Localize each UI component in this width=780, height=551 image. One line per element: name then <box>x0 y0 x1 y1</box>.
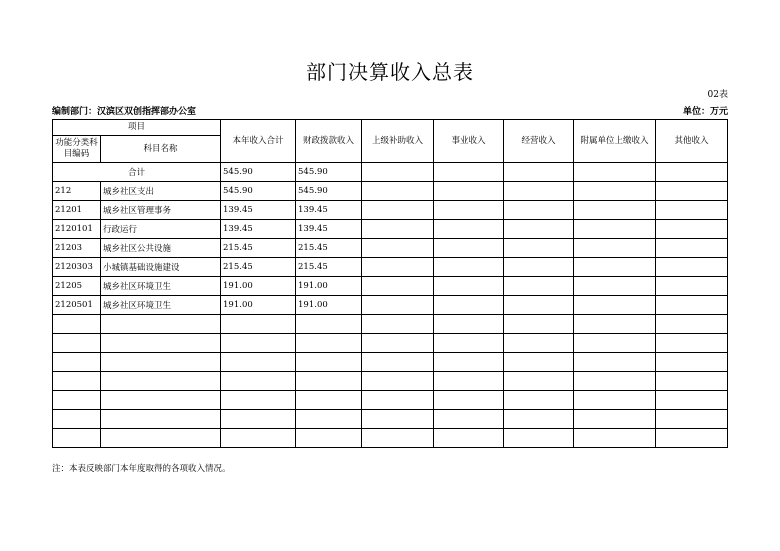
empty-cell <box>434 315 504 334</box>
empty-cell <box>656 201 728 220</box>
table-row <box>53 258 728 277</box>
cell-total: 139.45 <box>221 220 296 239</box>
cell-code: 21203 <box>53 239 101 258</box>
empty-cell <box>574 334 656 353</box>
empty-cell <box>53 391 101 410</box>
empty-cell <box>504 429 574 448</box>
cell-name: 行政运行 <box>101 220 221 239</box>
total-row <box>53 163 728 182</box>
empty-cell <box>656 353 728 372</box>
empty-cell <box>434 220 504 239</box>
unit-label: 单位：万元 <box>682 107 728 117</box>
empty-cell <box>53 410 101 429</box>
empty-cell <box>53 315 101 334</box>
empty-cell <box>574 201 656 220</box>
empty-cell <box>434 372 504 391</box>
empty-cell <box>574 277 656 296</box>
empty-cell <box>296 391 362 410</box>
empty-cell <box>101 410 221 429</box>
empty-cell <box>362 410 434 429</box>
empty-cell <box>221 315 296 334</box>
empty-cell <box>574 372 656 391</box>
empty-cell <box>656 277 728 296</box>
header-other: 其他收入 <box>656 120 728 163</box>
empty-cell <box>434 429 504 448</box>
empty-cell <box>101 372 221 391</box>
footnote: 注：本表反映部门本年度取得的各项收入情况。 <box>52 464 231 474</box>
cell-fiscal: 139.45 <box>296 220 362 239</box>
header-business: 事业收入 <box>434 120 504 163</box>
table-row <box>53 353 728 372</box>
table-row <box>53 277 728 296</box>
empty-cell <box>362 239 434 258</box>
empty-cell <box>656 334 728 353</box>
empty-cell <box>53 429 101 448</box>
empty-cell <box>362 334 434 353</box>
empty-cell <box>434 334 504 353</box>
table-row <box>53 182 728 201</box>
empty-cell <box>574 391 656 410</box>
empty-cell <box>656 429 728 448</box>
empty-cell <box>656 258 728 277</box>
empty-cell <box>656 391 728 410</box>
header-fiscal: 财政拨款收入 <box>296 120 362 163</box>
empty-cell <box>504 372 574 391</box>
header-code: 功能分类科目编码 <box>53 136 101 163</box>
cell-fiscal: 191.00 <box>296 296 362 315</box>
empty-cell <box>362 182 434 201</box>
empty-cell <box>362 353 434 372</box>
table-row <box>53 372 728 391</box>
cell-fiscal: 545.90 <box>296 182 362 201</box>
empty-cell <box>53 334 101 353</box>
empty-cell <box>296 315 362 334</box>
cell-code: 21201 <box>53 201 101 220</box>
empty-cell <box>574 353 656 372</box>
table-row <box>53 201 728 220</box>
table-row <box>53 239 728 258</box>
empty-cell <box>362 315 434 334</box>
empty-cell <box>574 429 656 448</box>
empty-cell <box>221 353 296 372</box>
empty-cell <box>362 220 434 239</box>
empty-cell <box>362 277 434 296</box>
empty-cell <box>656 372 728 391</box>
empty-cell <box>434 391 504 410</box>
empty-cell <box>574 220 656 239</box>
empty-cell <box>504 315 574 334</box>
header-affiliate: 附属单位上缴收入 <box>574 120 656 163</box>
table-row <box>53 315 728 334</box>
empty-cell <box>504 296 574 315</box>
empty-cell <box>53 372 101 391</box>
empty-cell <box>656 410 728 429</box>
empty-cell <box>434 182 504 201</box>
empty-cell <box>656 182 728 201</box>
cell-code: 2120303 <box>53 258 101 277</box>
table-row <box>53 410 728 429</box>
table-number: 02表 <box>707 90 728 100</box>
empty-cell <box>656 315 728 334</box>
empty-cell <box>296 429 362 448</box>
department-label: 编制部门：汉滨区双创指挥部办公室 <box>52 107 197 117</box>
empty-cell <box>362 391 434 410</box>
empty-cell <box>296 410 362 429</box>
empty-cell <box>656 220 728 239</box>
cell-code: 2120101 <box>53 220 101 239</box>
empty-cell <box>504 182 574 201</box>
table-row <box>53 429 728 448</box>
cell-fiscal: 215.45 <box>296 239 362 258</box>
empty-cell <box>574 239 656 258</box>
cell-fiscal: 215.45 <box>296 258 362 277</box>
empty-cell <box>504 391 574 410</box>
cell-code: 212 <box>53 182 101 201</box>
empty-cell <box>434 239 504 258</box>
empty-cell <box>574 296 656 315</box>
empty-cell <box>221 410 296 429</box>
header-name: 科目名称 <box>101 136 221 163</box>
cell-total: 545.90 <box>221 182 296 201</box>
empty-cell <box>504 258 574 277</box>
empty-cell <box>362 258 434 277</box>
table-row <box>53 296 728 315</box>
empty-cell <box>574 315 656 334</box>
empty-cell <box>53 353 101 372</box>
cell-total: 139.45 <box>221 201 296 220</box>
cell-name: 小城镇基础设施建设 <box>101 258 221 277</box>
header-superior: 上级补助收入 <box>362 120 434 163</box>
empty-cell <box>101 334 221 353</box>
page-title: 部门决算收入总表 <box>306 60 474 84</box>
empty-cell <box>434 277 504 296</box>
cell-fiscal: 139.45 <box>296 201 362 220</box>
table-row <box>53 391 728 410</box>
cell-name: 城乡社区环境卫生 <box>101 296 221 315</box>
cell-total: 191.00 <box>221 277 296 296</box>
empty-cell <box>504 201 574 220</box>
cell-total: 215.45 <box>221 239 296 258</box>
empty-cell <box>656 296 728 315</box>
cell-code: 2120501 <box>53 296 101 315</box>
empty-cell <box>221 334 296 353</box>
empty-cell <box>221 391 296 410</box>
cell-name: 城乡社区支出 <box>101 182 221 201</box>
header-item: 项目 <box>53 120 221 136</box>
empty-cell <box>504 277 574 296</box>
table-row <box>53 220 728 239</box>
empty-cell <box>434 410 504 429</box>
cell-total: 191.00 <box>221 296 296 315</box>
empty-cell <box>362 429 434 448</box>
total-fiscal: 545.90 <box>296 163 362 182</box>
empty-cell <box>434 353 504 372</box>
empty-cell <box>362 201 434 220</box>
cell-name: 城乡社区公共设施 <box>101 239 221 258</box>
empty-cell <box>296 372 362 391</box>
empty-cell <box>434 201 504 220</box>
empty-cell <box>101 353 221 372</box>
empty-cell <box>504 410 574 429</box>
empty-cell <box>574 258 656 277</box>
empty-cell <box>362 372 434 391</box>
cell-name: 城乡社区环境卫生 <box>101 277 221 296</box>
cell-fiscal: 191.00 <box>296 277 362 296</box>
empty-cell <box>362 296 434 315</box>
empty-cell <box>574 182 656 201</box>
table-body <box>53 163 728 448</box>
header-operating: 经营收入 <box>504 120 574 163</box>
empty-cell <box>434 258 504 277</box>
empty-cell <box>296 334 362 353</box>
total-total: 545.90 <box>221 163 296 182</box>
cell-code: 21205 <box>53 277 101 296</box>
empty-cell <box>504 353 574 372</box>
empty-cell <box>504 220 574 239</box>
cell-total: 215.45 <box>221 258 296 277</box>
empty-cell <box>296 353 362 372</box>
empty-cell <box>656 239 728 258</box>
empty-cell <box>101 315 221 334</box>
empty-cell <box>434 296 504 315</box>
empty-cell <box>504 239 574 258</box>
empty-cell <box>221 429 296 448</box>
empty-cell <box>221 372 296 391</box>
empty-cell <box>504 334 574 353</box>
total-label: 合计 <box>53 163 221 182</box>
cell-name: 城乡社区管理事务 <box>101 201 221 220</box>
income-summary-table <box>52 119 728 448</box>
empty-cell <box>101 429 221 448</box>
empty-cell <box>101 391 221 410</box>
table-row <box>53 334 728 353</box>
empty-cell <box>574 410 656 429</box>
header-total: 本年收入合计 <box>221 120 296 163</box>
